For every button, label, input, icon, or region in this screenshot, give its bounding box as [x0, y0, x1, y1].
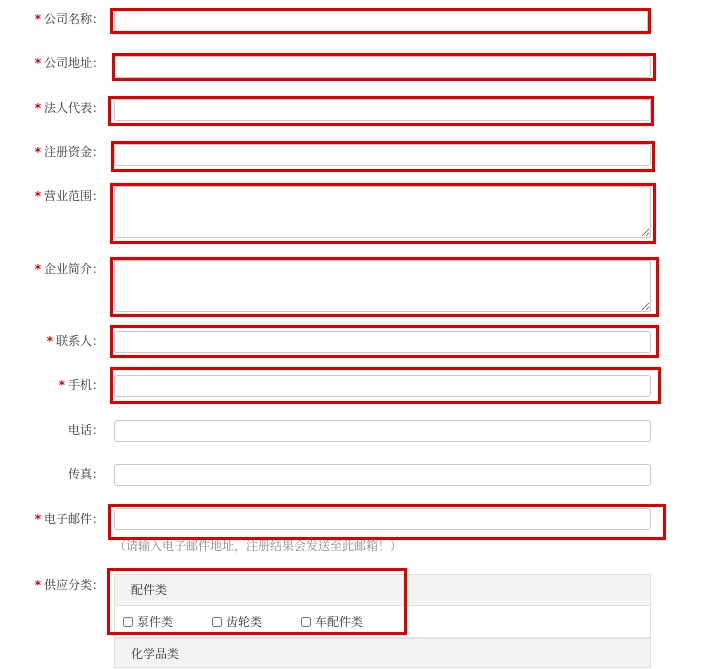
required-mark: * [34, 262, 41, 276]
business-scope-textarea[interactable] [114, 186, 651, 238]
legal-rep-input[interactable] [114, 99, 651, 121]
car-parts-checkbox[interactable] [301, 617, 311, 627]
email-input[interactable] [114, 508, 651, 530]
company-intro-label: * 企业简介： [34, 262, 104, 276]
email-label: * 电子邮件： [34, 512, 104, 526]
mobile-label: * 手机： [58, 378, 104, 392]
company-address-label: * 公司地址： [34, 56, 104, 70]
contact-label: * 联系人： [46, 334, 104, 348]
pump-checkbox[interactable] [123, 617, 133, 627]
required-mark: * [34, 145, 41, 159]
required-mark: * [34, 189, 41, 203]
required-mark: * [46, 334, 53, 348]
category-panel-chemicals: 化学品类 [114, 638, 651, 668]
required-mark: * [34, 101, 41, 115]
business-scope-label: * 营业范围： [34, 189, 104, 203]
gear-checkbox[interactable] [212, 617, 222, 627]
required-mark: * [34, 578, 41, 592]
company-name-input[interactable] [114, 10, 648, 32]
category-option-gear[interactable]: 齿轮类 [212, 614, 262, 630]
required-mark: * [34, 12, 41, 26]
registered-capital-input[interactable] [114, 144, 651, 166]
legal-rep-label: * 法人代表： [34, 101, 104, 115]
company-name-label: * 公司名称： [34, 12, 104, 26]
contact-input[interactable] [114, 331, 651, 353]
fax-label: 传真： [67, 467, 104, 481]
category-options [115, 606, 650, 638]
fax-input[interactable] [114, 464, 651, 486]
category-group-title: 配件类 [115, 575, 650, 606]
category-panel-parts [114, 574, 651, 638]
mobile-input[interactable] [114, 375, 651, 397]
company-intro-textarea[interactable] [114, 260, 651, 312]
supply-category-label: * 供应分类： [34, 578, 104, 592]
category-option-car-parts[interactable]: 车配件类 [301, 614, 363, 630]
category-option-pump[interactable]: 泵件类 [123, 614, 173, 630]
required-mark: * [34, 512, 41, 526]
required-mark: * [58, 378, 65, 392]
required-mark: * [34, 56, 41, 70]
company-address-input[interactable] [114, 56, 651, 78]
phone-label: 电话： [67, 423, 104, 437]
registered-capital-label: * 注册资金： [34, 145, 104, 159]
phone-input[interactable] [114, 420, 651, 442]
email-hint: （请输入电子邮件地址，注册结果会发送至此邮箱！） [114, 539, 403, 553]
